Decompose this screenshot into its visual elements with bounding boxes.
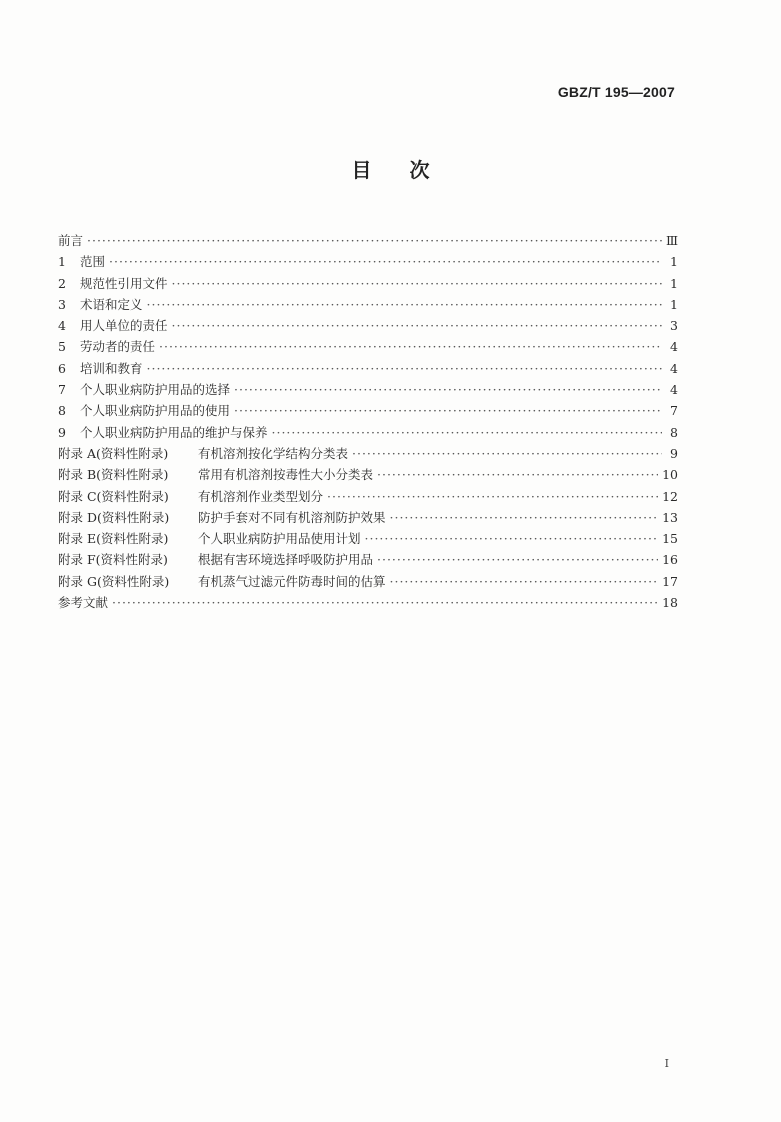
toc-leader-dots: [352, 443, 662, 464]
toc-page-number: 7: [670, 403, 678, 419]
toc-leader-dots: [377, 464, 658, 485]
toc-leader-dots: [365, 528, 659, 549]
toc-entry-appendix-f[interactable]: [58, 549, 678, 570]
toc-leader-dots: [172, 273, 662, 294]
toc-page-number: 1: [670, 254, 678, 270]
toc-entry-foreword[interactable]: [58, 230, 678, 251]
toc-page-number: 12: [662, 488, 678, 504]
toc-appendix-number: 附录 C(资料性附录): [58, 488, 169, 504]
toc-entry-appendix-g[interactable]: [58, 571, 678, 592]
toc-leader-dots: [87, 230, 662, 251]
toc-page-number: Ⅲ: [665, 233, 678, 248]
toc-leader-dots: [147, 358, 662, 379]
toc-section-number: 8: [58, 403, 66, 419]
toc-entry-label: 附录 C(资料性附录) 有机溶剂作业类型划分: [58, 486, 323, 507]
toc-appendix-number: 附录 B(资料性附录): [58, 467, 169, 483]
toc-entry-label: 1 范围: [58, 251, 105, 272]
toc-section-number: 1: [58, 254, 66, 270]
toc-entry-label: 4 用人单位的责任: [58, 315, 168, 336]
toc-appendix-number: 附录 F(资料性附录): [58, 552, 168, 568]
toc-page-number: 18: [662, 595, 678, 611]
toc-entry-label: 参考文献: [58, 595, 109, 611]
toc-page-number: 17: [662, 573, 678, 589]
standard-code: GBZ/T 195—2007: [557, 84, 675, 100]
toc-section-number: 6: [58, 360, 66, 376]
toc-entry-label: 附录 F(资料性附录) 根据有害环境选择呼吸防护用品: [58, 549, 373, 570]
toc-page-number: 15: [662, 531, 678, 547]
toc-entry-5[interactable]: [58, 336, 678, 357]
toc-entry-1[interactable]: [58, 251, 678, 272]
toc-entry-label: 5 劳动者的责任: [58, 336, 155, 357]
toc-appendix-number: 附录 G(资料性附录): [58, 573, 170, 589]
toc-leader-dots: [272, 422, 662, 443]
toc-leader-dots: [327, 486, 658, 507]
toc-appendix-number: 附录 A(资料性附录): [58, 445, 169, 461]
toc-entry-references[interactable]: [58, 592, 678, 613]
toc-entry-9[interactable]: [58, 422, 678, 443]
toc-page-number: 4: [670, 339, 678, 355]
toc-entry-label: 附录 D(资料性附录) 防护手套对不同有机溶剂防护效果: [58, 507, 386, 528]
toc-leader-dots: [390, 507, 659, 528]
toc-page-number: 8: [670, 424, 678, 440]
toc-entry-label: 6 培训和教育: [58, 358, 143, 379]
toc-section-number: 2: [58, 275, 66, 291]
toc-entry-2[interactable]: [58, 273, 678, 294]
toc-section-number: 5: [58, 339, 66, 355]
toc-entry-label: 附录 G(资料性附录) 有机蒸气过滤元件防毒时间的估算: [58, 571, 386, 592]
toc-page-number: 10: [662, 467, 678, 483]
toc-entry-7[interactable]: [58, 379, 678, 400]
toc-leader-dots: [377, 549, 658, 570]
page-number-footer: I: [664, 1057, 669, 1070]
toc-page-number: 9: [670, 445, 678, 461]
toc-page-number: 1: [670, 296, 678, 312]
toc-page-number: 4: [670, 382, 678, 398]
toc-entry-label: 附录 E(资料性附录) 个人职业病防护用品使用计划: [58, 528, 361, 549]
toc-page-number: 1: [670, 275, 678, 291]
toc-entry-label: 3 术语和定义: [58, 294, 143, 315]
toc-leader-dots: [147, 294, 662, 315]
toc-entry-label: 前言: [58, 233, 84, 248]
toc-section-number: 9: [58, 424, 66, 440]
toc-section-number: 3: [58, 296, 66, 312]
toc-entry-label: 2 规范性引用文件: [58, 273, 168, 294]
toc-entry-label: 8 个人职业病防护用品的使用: [58, 400, 230, 421]
toc-leader-dots: [234, 379, 662, 400]
toc-section-number: 7: [58, 382, 66, 398]
toc-leader-dots: [234, 400, 662, 421]
toc-entry-8[interactable]: [58, 400, 678, 421]
toc-section-number: 4: [58, 318, 66, 334]
toc-leader-dots: [159, 336, 662, 357]
toc-entry-label: 附录 A(资料性附录) 有机溶剂按化学结构分类表: [58, 443, 348, 464]
toc-leader-dots: [109, 251, 662, 272]
toc-entry-3[interactable]: [58, 294, 678, 315]
toc-entry-4[interactable]: [58, 315, 678, 336]
toc-entry-appendix-a[interactable]: [58, 443, 678, 464]
toc-appendix-number: 附录 E(资料性附录): [58, 531, 169, 547]
toc-leader-dots: [112, 592, 658, 613]
toc-leader-dots: [172, 315, 662, 336]
toc-entry-appendix-b[interactable]: [58, 464, 678, 485]
toc-entry-6[interactable]: [58, 358, 678, 379]
toc-page-number: 13: [662, 509, 678, 525]
toc-page-number: 4: [670, 360, 678, 376]
toc-appendix-number: 附录 D(资料性附录): [58, 509, 170, 525]
toc-page-number: 16: [662, 552, 678, 568]
toc-leader-dots: [390, 571, 659, 592]
table-of-contents: [58, 230, 678, 613]
toc-entry-appendix-e[interactable]: [58, 528, 678, 549]
toc-entry-label: 9 个人职业病防护用品的维护与保养: [58, 422, 268, 443]
toc-page-number: 3: [670, 318, 678, 334]
toc-entry-label: 7 个人职业病防护用品的选择: [58, 379, 230, 400]
toc-entry-label: 附录 B(资料性附录) 常用有机溶剂按毒性大小分类表: [58, 464, 373, 485]
page-title: 目次: [351, 158, 468, 182]
toc-entry-appendix-d[interactable]: [58, 507, 678, 528]
toc-entry-appendix-c[interactable]: [58, 486, 678, 507]
